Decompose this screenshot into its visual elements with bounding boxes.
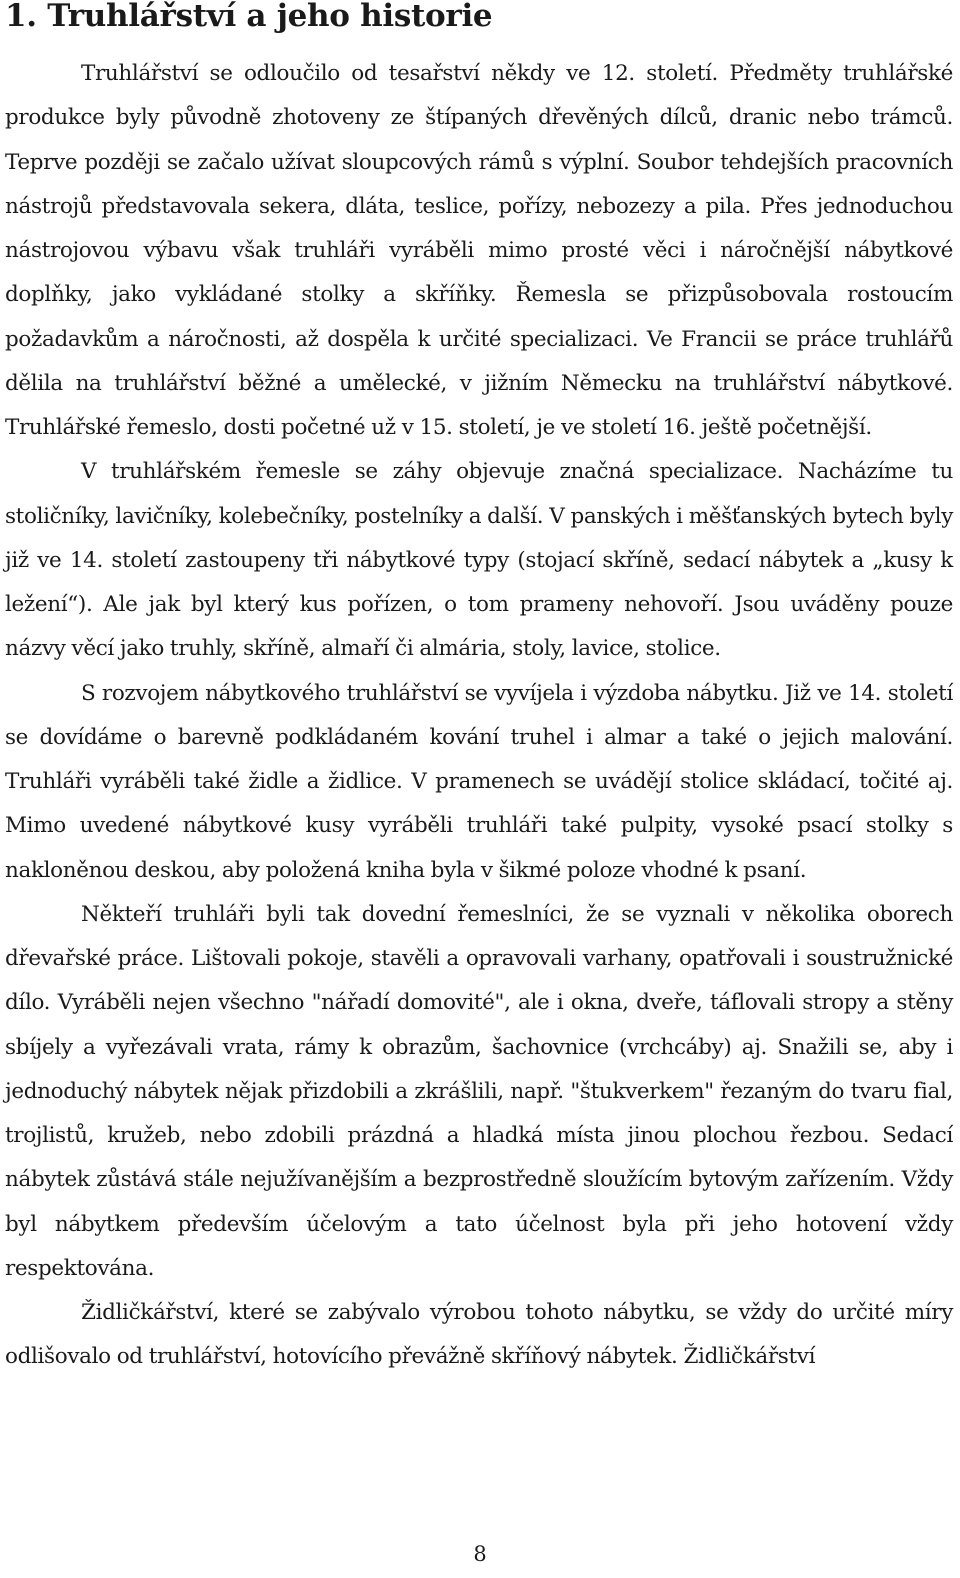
chapter-heading: 1. Truhlářství a jeho historie: [5, 0, 493, 34]
paragraph-1: Truhlářství se odloučilo od tesařství někdy ve 12. století. Předměty truhlářské produkce byly původně zhotoveny ze štípaných dřevěných dílců, dranic nebo trámců. Teprve později se začalo užívat sloupcových rámů s výplní. Soubor tehdejších pracovních nástrojů představovala sekera, dláta, teslice, pořízy, nebozezy a pila. Přes jednoduchou nástrojovou výbavu však truhláři vyráběli mimo prosté věci i náročnější nábytkové doplňky, jako vykládané stolky a skříňky. Řemesla se přizpůsobovala rostoucím požadavkům a náročnosti, až dospěla k určité specializaci. Ve Francii se práce truhlářů dělila na truhlářství běžné a umělecké, v jižním Německu na truhlářství nábytkové. Truhlářské řemeslo, dosti početné už v 15. století, je ve století 16. ještě početnější.: [5, 61, 953, 440]
page-number: 8: [473, 1542, 487, 1566]
paragraph-4: Někteří truhláři byli tak dovední řemeslníci, že se vyznali v několika oborech dřevařské práce. Lištovali pokoje, stavěli a opravovali varhany, opatřovali i soustružnické dílo. Vyráběli nejen všechno "nářadí domovité", ale i okna, dveře, táflovali stropy a stěny sbíjely a vyřezávali vrata, rámy k obrazům, šachovnice (vrchcáby) aj. Snažili se, aby i jednoduchý nábytek nějak přizdobili a zkrášlili, např. "štukverkem" řezaným do tvaru fial, trojlistů, kružeb, nebo zdobili prázdná a hladká místa jinou plochou řezbou. Sedací nábytek zůstává stále nejužívanějším a bezprostředně sloužícím bytovým zařízením. Vždy byl nábytkem především účelovým a tato účelnost byla při jeho hotovení vždy respektována.: [5, 901, 953, 1281]
body-text: [5, 52, 953, 1380]
paragraph-3: S rozvojem nábytkového truhlářství se vyvíjela i výzdoba nábytku. Již ve 14. století se dovídáme o barevně podkládaném kování truhel i almar a také o jejich malování. Truhláři vyráběli také židle a židlice. V pramenech se uvádějí stolice skládací, točité aj. Mimo uvedené nábytkové kusy vyráběli truhláři také pulpity, vysoké psací stolky s nakloněnou deskou, aby položená kniha byla v šikmé poloze vhodné k psaní.: [5, 680, 953, 883]
paragraph-5: Židličkářství, které se zabývalo výrobou tohoto nábytku, se vždy do určité míry odlišovalo od truhlářství, hotovícího převážně skříňový nábytek. Židličkářství: [5, 1300, 953, 1370]
paragraph-2: V truhlářském řemesle se záhy objevuje značná specializace. Nacházíme tu stoličníky, lavičníky, kolebečníky, postelníky a další. V panských i měšťanských bytech byly již ve 14. století zastoupeny tři nábytkové typy (stojací skříně, sedací nábytek a „kusy k ležení“). Ale jak byl který kus pořízen, o tom prameny nehovoří. Jsou uváděny pouze názvy věcí jako truhly, skříně, almaří či almária, stoly, lavice, stolice.: [5, 459, 953, 662]
